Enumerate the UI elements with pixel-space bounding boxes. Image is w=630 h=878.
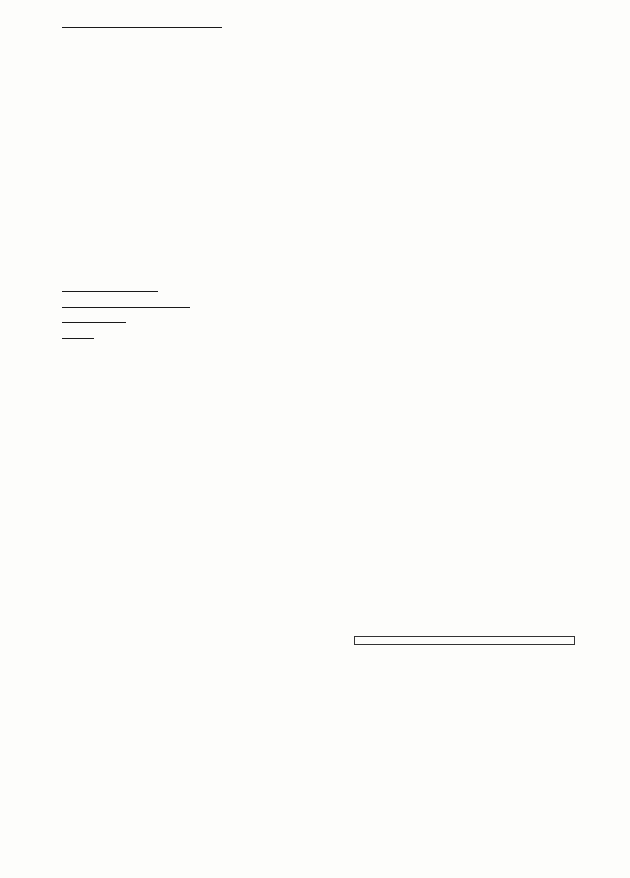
passage-b <box>36 281 612 343</box>
blank-43 <box>126 291 158 292</box>
passage-b-paragraph-4 <box>36 328 612 344</box>
blank-41 <box>62 291 94 292</box>
blank-37 <box>94 27 126 28</box>
passage-a-paragraph <box>36 17 612 33</box>
blank-47 <box>158 307 190 308</box>
passage-a <box>36 17 612 33</box>
blank-45 <box>94 307 126 308</box>
blank-50 <box>62 338 94 339</box>
blank-46 <box>126 307 158 308</box>
blank-42 <box>94 291 126 292</box>
blank-48 <box>62 322 94 323</box>
blank-39 <box>158 27 190 28</box>
blank-44 <box>62 307 94 308</box>
blank-40 <box>190 27 222 28</box>
passage-b-paragraph-2 <box>36 297 612 313</box>
blank-38 <box>126 27 158 28</box>
blank-49 <box>94 322 126 323</box>
passage-b-paragraph-3 <box>36 312 612 328</box>
blank-36 <box>62 27 94 28</box>
choice-box <box>354 636 575 645</box>
passage-b-paragraph-1 <box>36 281 612 297</box>
